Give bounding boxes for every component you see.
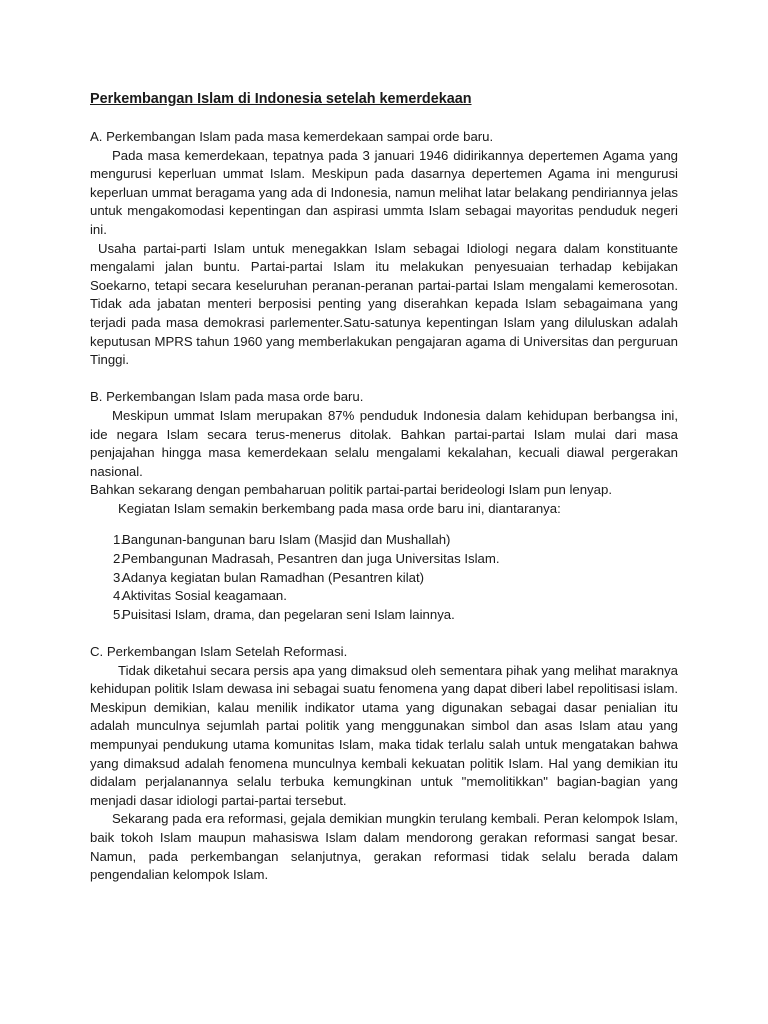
section-b-list-intro: Kegiatan Islam semakin berkembang pada masa orde baru ini, diantaranya:	[118, 500, 561, 516]
section-a-paragraph-1: Pada masa kemerdekaan, tepatnya pada 3 januari 1946 didirikannya depertemen Agama yang mengurusi keperluan ummat Islam. Meskipun pada dasarnya depertemen Agama ini mengurusi keperluan ummat beragama yang ada di Indonesia, namun melihat latar belakang pendiriannya jelas untuk mengakomodasi kepentingan dan aspirasi ummta Islam sebagai mayoritas penduduk negeri ini.	[90, 147, 678, 237]
list-item: 5. Puisitasi Islam, drama, dan pegelaran seni Islam lainnya.	[113, 606, 455, 622]
section-c-paragraph-1: Tidak diketahui secara persis apa yang dimaksud oleh sementara pihak yang melihat maraknya kehidupan politik Islam dewasa ini sebagai suatu fenomena yang dapat diberi label repolitisasi islam. Meskipun demikian, kalau menilik indikator utama yang digunakan sebagai dasar penialian itu adalah munculnya sejumlah partai politik yang menggunakan simbol dan asas Islam atau yang mempunyai pendukung utama komunitas Islam, maka tidak terlalu salah untuk mengatakan bahwa yang dimaksud adalah fenomena munculnya kembali kekuatan politik Islam. Hal yang demikian itu didalam perjalanannya selalu terbuka kemungkinan untuk "memolitikkan" bagian-bagian yang menjadi dasar idiologi partai-partai tersebut.	[90, 662, 678, 808]
list-item-text: Puisitasi Islam, drama, dan pegelaran seni Islam lainnya.	[122, 606, 455, 622]
section-b-paragraph-1: Meskipun ummat Islam merupakan 87% penduduk Indonesia dalam kehidupan berbangsa ini, ide negara Islam secara terus-menerus ditolak. Bahkan partai-partai Islam mulai dari masa penjajahan hingga masa kemerdekaan selalu mengalami kekalahan, kecuali diawal pergerakan nasional.	[90, 407, 678, 479]
list-item: 1. Bangunan-bangunan baru Islam (Masjid dan Mushallah)	[113, 532, 451, 548]
document-page	[90, 89, 678, 885]
list-item: 3. Adanya kegiatan bulan Ramadhan (Pesantren kilat)	[113, 569, 425, 585]
section-c-paragraph-2: Sekarang pada era reformasi, gejala demikian mungkin terulang kembali. Peran kelompok Islam, baik tokoh Islam maupun mahasiswa Islam dalam mendorong gerakan reformasi sangat besar. Namun, pada perkembangan selanjutnya, gerakan reformasi tidak selalu berada dalam pengendalian kelompok Islam.	[90, 811, 678, 883]
section-a-heading: A. Perkembangan Islam pada masa kemerdekaan sampai orde baru.	[90, 129, 494, 144]
spacer	[90, 518, 678, 531]
list-item-text: Aktivitas Sosial keagamaan.	[122, 588, 287, 604]
section-b-heading: B. Perkembangan Islam pada masa orde baru.	[90, 389, 364, 405]
section-a-paragraph-2: Usaha partai-parti Islam untuk menegakkan Islam sebagai Idiologi negara dalam konstituante mengalami jalan buntu. Partai-partai Islam itu melakukan penyesuaian terhadap kebijakan Soekarno, tetapi secara keseluruhan peranan-peranan partai-partai Islam mengalami kemerosotan. Tidak ada jabatan menteri berposisi penting yang diserahkan kepada Islam sebagaimana yang terjadi pada masa demokrasi parlementer.Satu-satunya kepentingan Islam yang diluluskan adalah keputusan MPRS tahun 1960 yang memberlakukan pengajaran agama di Universitas dan perguruan Tinggi.	[90, 240, 678, 368]
section-c-heading: C. Perkembangan Islam Setelah Reformasi.	[90, 644, 348, 660]
spacer	[90, 370, 678, 389]
list-item: 2. Pembangunan Madrasah, Pesantren dan juga Universitas Islam.	[113, 551, 500, 567]
section-b-paragraph-2: Bahkan sekarang dengan pembaharuan politik partai-partai berideologi Islam pun lenyap.	[90, 482, 612, 498]
list-item-text: Adanya kegiatan bulan Ramadhan (Pesantren kilat)	[122, 569, 425, 585]
activities-list	[90, 531, 678, 624]
document-title: Perkembangan Islam di Indonesia setelah kemerdekaan	[90, 91, 472, 107]
spacer	[90, 624, 678, 643]
list-item: 4. Aktivitas Sosial keagamaan.	[113, 588, 287, 604]
list-item-text: Pembangunan Madrasah, Pesantren dan juga Universitas Islam.	[122, 551, 500, 567]
list-item-text: Bangunan-bangunan baru Islam (Masjid dan Mushallah)	[122, 532, 451, 548]
